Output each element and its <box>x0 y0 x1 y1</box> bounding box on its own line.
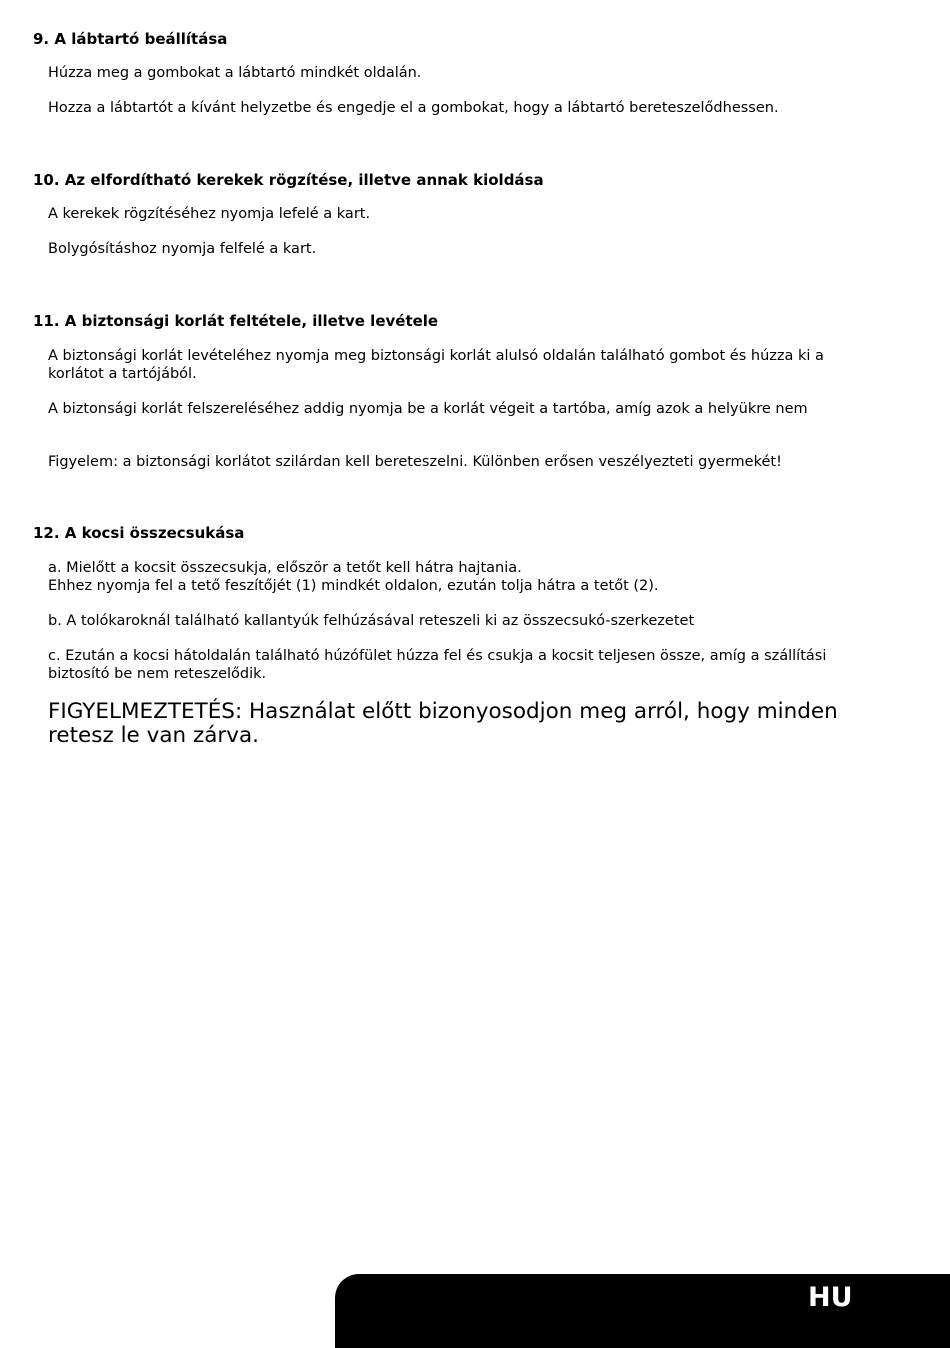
section-10-heading: 10. Az elfordítható kerekek rögzítése, illetve annak kioldása <box>33 171 544 189</box>
paragraph-line: A biztonsági korlát felszereléséhez addig nyomja be a korlát végeit a tartóba, amíg azok a helyükre nem <box>48 401 808 417</box>
section-10-paragraph-2 <box>48 241 918 259</box>
paragraph-line: A kerekek rögzítéséhez nyomja lefelé a kart. <box>48 206 371 222</box>
section-12-paragraph-a <box>48 560 918 595</box>
footer-language-tab <box>335 1274 950 1348</box>
section-11-heading: 11. A biztonsági korlát feltétele, illetve levétele <box>33 312 439 330</box>
section-9-heading: 9. A lábtartó beállítása <box>33 30 228 48</box>
section-9-paragraph-2 <box>48 100 918 118</box>
section-9-paragraph-1 <box>48 65 918 83</box>
paragraph-line: korlátot a tartójából. <box>48 365 197 382</box>
paragraph-line: biztosító be nem reteszelődik. <box>48 665 267 682</box>
paragraph-line: Ehhez nyomja fel a tető feszítőjét (1) mindkét oldalon, ezután tolja hátra a tetőt (2). <box>48 577 659 594</box>
paragraph-line: Húzza meg a gombokat a lábtartó mindkét oldalán. <box>48 65 422 81</box>
paragraph-line: Hozza a lábtartót a kívánt helyzetbe és engedje el a gombokat, hogy a lábtartó bereteszelődhessen. <box>48 100 779 116</box>
paragraph-line: Figyelem: a biztonsági korlátot szilárdan kell bereteszelni. Különben erősen veszélyezteti gyermekét! <box>48 454 782 470</box>
warning-line: FIGYELMEZTETÉS: Használat előtt bizonyosodjon meg arról, hogy minden <box>48 699 838 724</box>
section-11-paragraph-2 <box>48 401 918 419</box>
paragraph-line: A biztonsági korlát levételéhez nyomja meg biztonsági korlát alulsó oldalán található gombot és húzza ki a <box>48 348 824 364</box>
paragraph-line: a. Mielőtt a kocsit összecsukja, először a tetőt kell hátra hajtania. <box>48 560 522 576</box>
paragraph-line: Bolygósításhoz nyomja felfelé a kart. <box>48 241 317 257</box>
section-10-paragraph-1 <box>48 206 918 224</box>
section-11-caution <box>48 454 918 472</box>
warning-line: retesz le van zárva. <box>48 723 260 748</box>
section-12-heading: 12. A kocsi összecsukása <box>33 524 245 542</box>
paragraph-line: c. Ezután a kocsi hátoldalán található húzófület húzza fel és csukja a kocsit teljesen össze, amíg a szállítási <box>48 648 827 664</box>
section-12-paragraph-b <box>48 613 918 631</box>
paragraph-line: b. A tolókaroknál található kallantyúk felhúzásával reteszeli ki az összecsukó-szerkezetet <box>48 613 695 629</box>
language-code-label: HU <box>808 1282 853 1313</box>
section-11-paragraph-1 <box>48 348 918 383</box>
section-12-paragraph-c <box>48 648 918 683</box>
section-12-warning <box>48 700 928 748</box>
